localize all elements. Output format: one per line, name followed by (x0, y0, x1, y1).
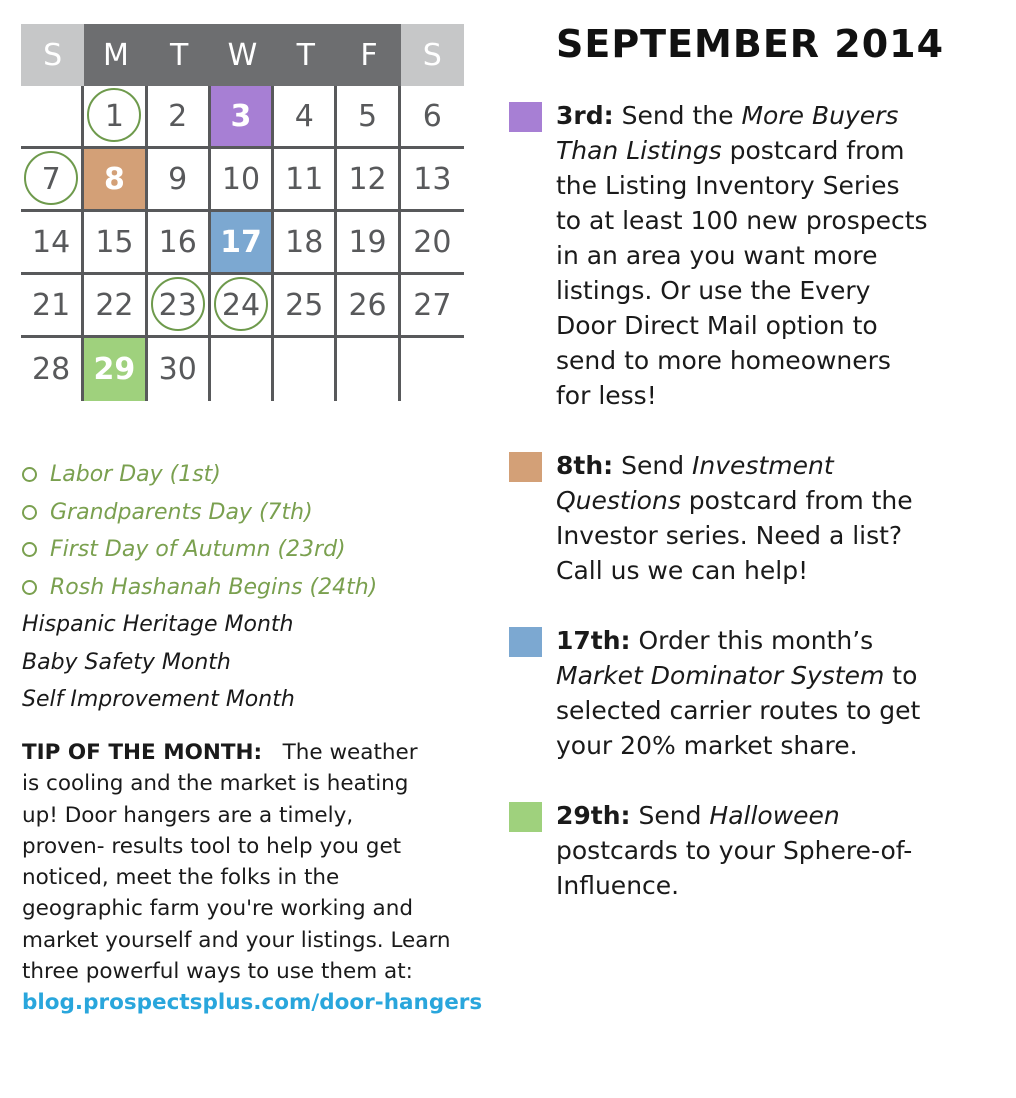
event-text-segment: Order this month’s (630, 626, 874, 655)
calendar-day-16 (148, 212, 211, 275)
event-text-segment: 3rd: (556, 101, 614, 130)
event-text-segment: postcard from (721, 136, 905, 165)
tip-line: market yourself and your listings. Learn (22, 927, 451, 953)
event-text-segment: Investor series. Need a list? (556, 521, 903, 550)
calendar-day-number: 19 (348, 224, 387, 260)
calendar-day-23 (148, 275, 211, 338)
calendar-day-number: 7 (41, 161, 61, 197)
event-line (556, 658, 996, 693)
calendar-week-row (21, 212, 464, 275)
calendar-day-11 (274, 149, 337, 212)
calendar-day-8 (84, 149, 147, 212)
event-text-segment: Call us we can help! (556, 556, 809, 585)
calendar-day-number: 28 (32, 352, 71, 387)
calendar-day-1 (84, 86, 147, 149)
event-text-segment: postcards to your Sphere-of- (556, 836, 913, 865)
event-line (556, 553, 996, 588)
calendar-week-row (21, 338, 464, 401)
calendar-week-row (21, 149, 464, 212)
event-line (556, 798, 996, 833)
calendar-day-27 (401, 275, 464, 338)
holiday-list (22, 456, 502, 719)
tip-line: three powerful ways to use them at: (22, 959, 413, 985)
event-text-segment: Send (613, 451, 693, 480)
tip-of-the-month (22, 737, 522, 1019)
event-line (556, 133, 996, 168)
tip-line: The weather (268, 740, 418, 765)
calendar-day-number: 27 (413, 287, 452, 323)
event-description (556, 448, 996, 588)
weekday-header-6: S (401, 24, 464, 86)
circle-bullet-icon (22, 542, 37, 557)
calendar-day-number: 21 (32, 287, 71, 323)
calendar-day-6 (401, 86, 464, 149)
calendar-day-number: 17 (220, 224, 262, 260)
calendar-day-number: 5 (358, 98, 378, 134)
calendar-day-5 (337, 86, 400, 149)
circle-bullet-icon (22, 467, 37, 482)
event-text-segment: Door Direct Mail option to (556, 311, 878, 340)
calendar-day-number: 13 (413, 161, 452, 197)
tip-body (22, 740, 451, 984)
calendar-day-17 (211, 212, 274, 275)
event-text-segment: postcard from the (680, 486, 913, 515)
calendar-day-number: 16 (158, 224, 197, 260)
weekday-header-0: S (21, 24, 84, 86)
event-text-segment: your 20% market share. (556, 731, 858, 760)
calendar-day-number: 10 (221, 161, 261, 197)
calendar-grid (21, 86, 464, 401)
calendar-day-19 (337, 212, 400, 275)
calendar-day-14 (21, 212, 84, 275)
calendar-weekday-header (21, 24, 464, 86)
event-text-segment: Send (630, 801, 710, 830)
event-text-segment: Than Listings (556, 136, 722, 165)
event-line (556, 378, 996, 413)
holiday-item (22, 494, 502, 532)
holiday-label: Grandparents Day (7th) (50, 499, 313, 525)
calendar-day-number: 29 (93, 352, 136, 387)
observance-month: Baby Safety Month (22, 649, 231, 675)
event-text-segment: Halloween (709, 801, 840, 830)
calendar-day-30 (148, 338, 211, 401)
weekday-header-2: T (148, 24, 211, 86)
calendar-day-7 (21, 149, 84, 212)
calendar-day-number: 15 (95, 224, 134, 260)
weekday-header-1: M (84, 24, 147, 86)
tip-link[interactable]: blog.prospectsplus.com/door-hangers (22, 990, 483, 1016)
tip-line: is cooling and the market is heating (22, 771, 409, 797)
calendar-day-4 (274, 86, 337, 149)
color-swatch-icon (509, 627, 542, 657)
event-line (556, 483, 996, 518)
event-text-segment: to (884, 661, 918, 690)
event-line (556, 273, 996, 308)
tip-line: geographic farm you're working and (22, 896, 413, 922)
calendar-day-number: 20 (413, 224, 452, 260)
event-line (556, 868, 996, 903)
calendar-day-number: 23 (158, 287, 197, 323)
event-line (556, 98, 996, 133)
event-text-segment: in an area you want more (556, 241, 878, 270)
holiday-item (22, 456, 502, 494)
event-line (556, 203, 996, 238)
event-text-segment: Market Dominator System (556, 661, 885, 690)
event-line (556, 623, 996, 658)
calendar-day-empty (337, 338, 400, 401)
holiday-item (22, 569, 502, 607)
calendar-day-24 (211, 275, 274, 338)
calendar-week-row (21, 275, 464, 338)
event-line (556, 168, 996, 203)
tip-line: proven- results tool to help you get (22, 833, 402, 859)
calendar-day-number: 6 (422, 98, 442, 134)
calendar-day-2 (148, 86, 211, 149)
calendar-day-number: 30 (158, 352, 197, 387)
holiday-label: Labor Day (1st) (50, 462, 221, 488)
tip-label: TIP OF THE MONTH: (22, 740, 263, 765)
event-description (556, 98, 996, 413)
weekday-header-4: T (274, 24, 337, 86)
calendar-day-26 (337, 275, 400, 338)
event-line (556, 693, 996, 728)
calendar-day-number: 4 (294, 98, 314, 134)
calendar-day-28 (21, 338, 84, 401)
calendar-day-15 (84, 212, 147, 275)
event-line (556, 518, 996, 553)
event-line (556, 833, 996, 868)
event-text-segment: 29th: (556, 801, 631, 830)
tip-line: up! Door hangers are a timely, (22, 802, 354, 828)
circle-bullet-icon (22, 580, 37, 595)
calendar-day-number: 8 (103, 161, 125, 197)
event-line (556, 343, 996, 378)
calendar-day-18 (274, 212, 337, 275)
event-text-segment: to at least 100 new prospects (556, 206, 928, 235)
event-text-segment: listings. Or use the Every (556, 276, 871, 305)
calendar (21, 24, 464, 401)
month-title: SEPTEMBER 2014 (556, 22, 945, 66)
calendar-day-empty (401, 338, 464, 401)
calendar-day-number: 2 (168, 98, 188, 134)
calendar-day-20 (401, 212, 464, 275)
calendar-day-empty (274, 338, 337, 401)
observance-month: Self Improvement Month (22, 687, 295, 713)
calendar-day-number: 24 (221, 287, 261, 323)
weekday-header-5: F (337, 24, 400, 86)
event-text-segment: 17th: (556, 626, 631, 655)
event-text-segment: 8th: (556, 451, 614, 480)
calendar-week-row (21, 86, 464, 149)
event-text-segment: the Listing Inventory Series (556, 171, 900, 200)
event-text-segment: Send the (613, 101, 742, 130)
event-line (556, 448, 996, 483)
tip-line: noticed, meet the folks in the (22, 865, 340, 891)
event-description (556, 623, 996, 763)
calendar-day-22 (84, 275, 147, 338)
calendar-day-3 (211, 86, 274, 149)
calendar-day-number: 3 (230, 98, 252, 134)
color-swatch-icon (509, 802, 542, 832)
calendar-day-number: 14 (32, 224, 71, 260)
event-description (556, 798, 996, 903)
calendar-day-number: 1 (104, 98, 124, 134)
holiday-item (22, 531, 502, 569)
calendar-day-10 (211, 149, 274, 212)
calendar-day-empty (211, 338, 274, 401)
calendar-day-number: 18 (285, 224, 324, 260)
calendar-day-number: 22 (95, 287, 134, 323)
event-text-segment: More Buyers (741, 101, 899, 130)
calendar-day-number: 11 (285, 161, 324, 197)
weekday-header-3: W (211, 24, 274, 86)
color-swatch-icon (509, 452, 542, 482)
calendar-day-9 (148, 149, 211, 212)
event-line (556, 238, 996, 273)
event-text-segment: send to more homeowners (556, 346, 891, 375)
event-line (556, 308, 996, 343)
event-text-segment: for less! (556, 381, 657, 410)
observance-month: Hispanic Heritage Month (22, 612, 294, 638)
holiday-label: Rosh Hashanah Begins (24th) (50, 574, 378, 600)
event-line (556, 728, 996, 763)
calendar-day-12 (337, 149, 400, 212)
circle-bullet-icon (22, 505, 37, 520)
calendar-day-number: 12 (348, 161, 387, 197)
calendar-day-number: 25 (285, 287, 324, 323)
color-swatch-icon (509, 102, 542, 132)
holiday-label: First Day of Autumn (23rd) (50, 537, 346, 563)
calendar-day-25 (274, 275, 337, 338)
calendar-day-empty (21, 86, 84, 149)
event-text-segment: Investment (692, 451, 834, 480)
calendar-day-21 (21, 275, 84, 338)
calendar-day-number: 9 (168, 161, 188, 197)
event-text-segment: Questions (556, 486, 681, 515)
event-text-segment: selected carrier routes to get (556, 696, 921, 725)
calendar-day-29 (84, 338, 147, 401)
event-text-segment: Influence. (556, 871, 680, 900)
calendar-day-13 (401, 149, 464, 212)
calendar-day-number: 26 (348, 287, 387, 323)
